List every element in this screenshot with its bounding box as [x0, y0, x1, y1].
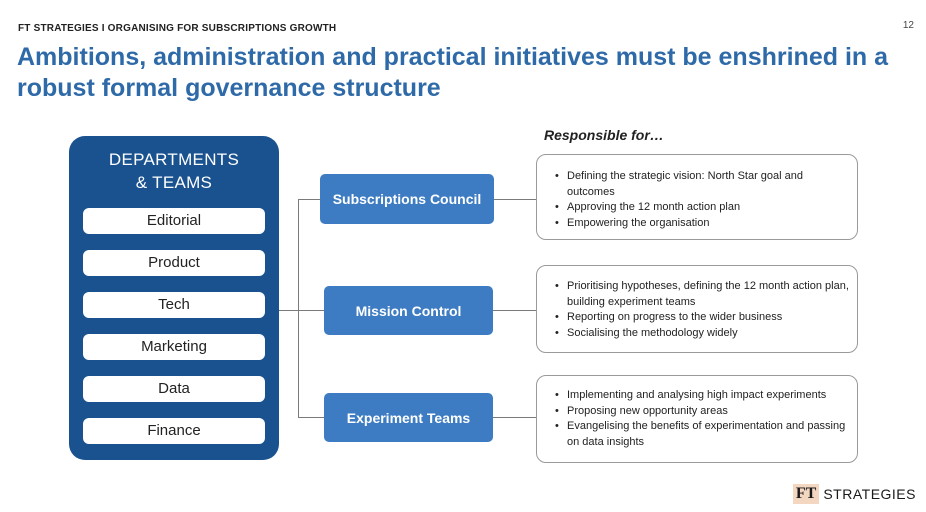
responsibility-box-mission-control: [536, 265, 858, 353]
ft-logo-mark: FT: [793, 484, 819, 504]
department-item-editorial: Editorial: [83, 208, 265, 234]
responsibility-item: • Implementing and analysing high impact experiments: [537, 388, 857, 404]
responsible-for-heading: Responsible for…: [544, 127, 664, 143]
connector-to-experiment-teams: [298, 417, 324, 418]
responsibility-item: • Empowering the organisation: [537, 216, 857, 232]
responsibility-item: • Approving the 12 month action plan: [537, 200, 857, 216]
connector-to-subscriptions-council: [298, 199, 320, 200]
responsibility-item: • Proposing new opportunity areas: [537, 404, 857, 420]
page-title: Ambitions, administration and practical initiatives must be enshrined in a robust formal governance structure: [17, 43, 889, 102]
responsibility-item: • Evangelising the benefits of experimentation and passing on data insights: [537, 419, 857, 450]
connector-council-to-box: [494, 199, 536, 200]
departments-title: [69, 148, 279, 194]
departments-panel: [69, 136, 279, 460]
departments-title-line2: & TEAMS: [135, 173, 213, 192]
node-experiment-teams: Experiment Teams: [324, 393, 493, 442]
connector-to-mission-control: [298, 310, 324, 311]
department-item-data: Data: [83, 376, 265, 402]
department-item-tech: Tech: [83, 292, 265, 318]
responsibility-item: • Prioritising hypotheses, defining the 12 month action plan, building experiment teams: [537, 279, 857, 310]
departments-title-line1: DEPARTMENTS: [108, 150, 240, 169]
node-subscriptions-council: Subscriptions Council: [320, 174, 494, 224]
page-number: 12: [902, 20, 914, 31]
node-mission-control: Mission Control: [324, 286, 493, 335]
ft-strategies-logo: [793, 484, 916, 504]
department-item-marketing: Marketing: [83, 334, 265, 360]
responsibility-item: • Defining the strategic vision: North Star goal and outcomes: [537, 169, 857, 200]
connector-mission-to-box: [493, 310, 536, 311]
logo-text: STRATEGIES: [823, 486, 916, 502]
responsibility-item: • Socialising the methodology widely: [537, 326, 857, 342]
responsibility-box-experiment-teams: [536, 375, 858, 463]
breadcrumb: FT STRATEGIES I ORGANISING FOR SUBSCRIPTIONS GROWTH: [18, 23, 337, 34]
department-item-product: Product: [83, 250, 265, 276]
department-item-finance: Finance: [83, 418, 265, 444]
connector-experiment-to-box: [493, 417, 536, 418]
connector-panel-to-trunk: [279, 310, 298, 311]
responsibility-item: • Reporting on progress to the wider business: [537, 310, 857, 326]
responsibility-box-subscriptions-council: [536, 154, 858, 240]
connector-trunk: [298, 199, 299, 417]
